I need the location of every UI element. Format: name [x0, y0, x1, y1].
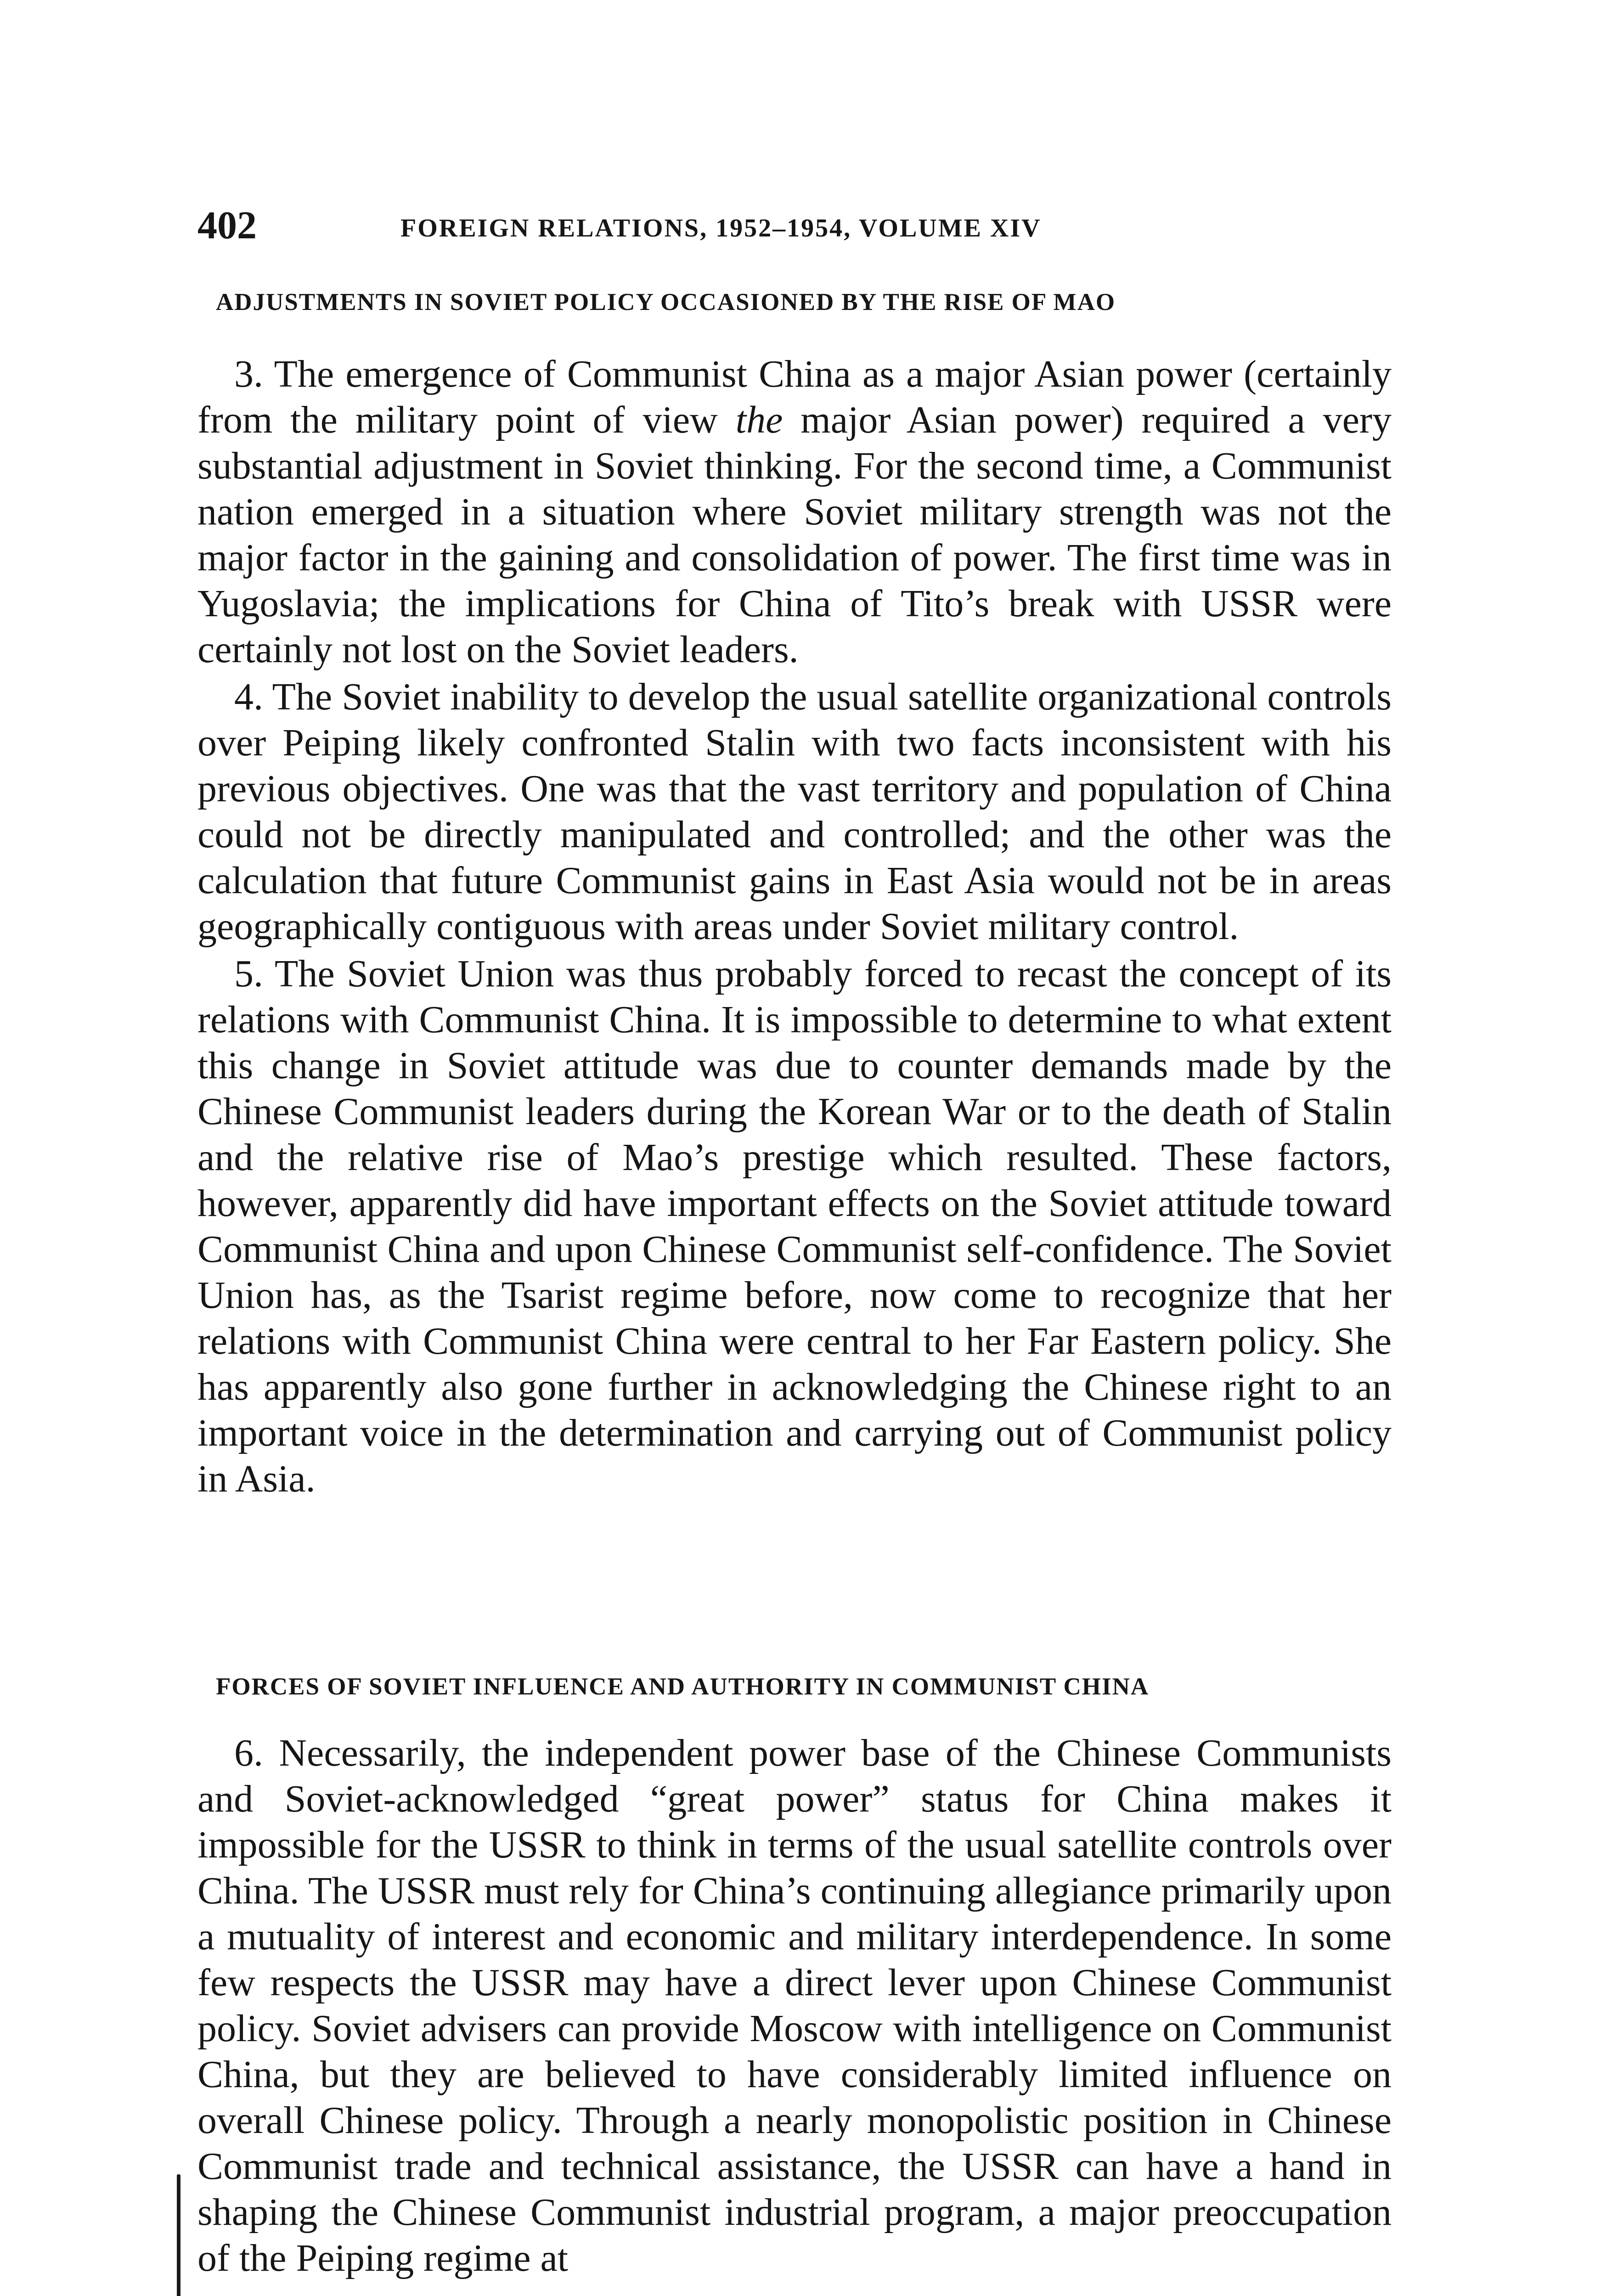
paragraph-4: 4. The Soviet inability to develop the usual satellite organizational controls over Peiping likely confronted Stalin with two facts inconsistent with his previous objectives. One was that the vast territory and population of China could not be directly manipulated and controlled; and the other was the calculation that future Communist gains in East Asia would not be in areas geographically contiguous with areas under Soviet military control.	[197, 675, 1392, 948]
page-number: 402	[197, 203, 257, 247]
section-heading-adjustments: ADJUSTMENTS IN SOVIET POLICY OCCASIONED BY THE RISE OF MAO	[216, 289, 1116, 315]
running-head	[197, 202, 1419, 257]
emphasis-the: the	[735, 399, 783, 441]
paragraph-6: 6. Necessarily, the independent power base of the Chinese Communists and Soviet-acknowledged “great power” status for China makes it impossible for the USSR to think in terms of the usual satellite controls over China. The USSR must rely for China’s continuing allegiance primarily upon a mutuality of interest and economic and military interdependence. In some few respects the USSR may have a direct lever upon Chinese Communist policy. Soviet advisers can provide Moscow with intelligence on Communist China, but they are believed to have considerably limited influence on overall Chinese policy. Through a nearly monopolistic position in Chinese Communist trade and technical assistance, the USSR can have a hand in shaping the Chinese Communist industrial program, a major preoccupation of the Peiping regime at	[197, 1732, 1392, 2279]
paragraph-5: 5. The Soviet Union was thus probably forced to recast the concept of its relations with Communist China. It is impossible to determine to what extent this change in Soviet attitude was due to counter demands made by the Chinese Communist leaders during the Korean War or to the death of Stalin and the relative rise of Mao’s prestige which resulted. These factors, however, apparently did have important effects on the Soviet attitude toward Communist China and upon Chinese Communist self-confidence. The Soviet Union has, as the Tsarist regime before, now come to recognize that her relations with Communist China were central to her Far Eastern policy. She has apparently also gone further in acknowledging the Chinese right to an important voice in the determination and carrying out of Communist policy in Asia.	[197, 952, 1392, 1500]
margin-change-bar	[177, 2174, 180, 2296]
section-body-adjustments	[197, 351, 1392, 1502]
section-body-forces	[197, 1730, 1392, 2281]
running-title: FOREIGN RELATIONS, 1952–1954, VOLUME XIV	[400, 214, 1042, 242]
paragraph-3: 3. The emergence of Communist China as a major Asian power (certainly from the military point of view the major Asian power) required a very substantial adjustment in Soviet thinking. For the second time, a Communist nation emerged in a situation where Soviet military strength was not the major factor in the gaining and consolidation of power. The first time was in Yugoslavia; the implications for China of Tito’s break with USSR were certainly not lost on the Soviet leaders.	[197, 353, 1392, 671]
section-heading-forces: FORCES OF SOVIET INFLUENCE AND AUTHORITY IN COMMUNIST CHINA	[216, 1673, 1150, 1700]
